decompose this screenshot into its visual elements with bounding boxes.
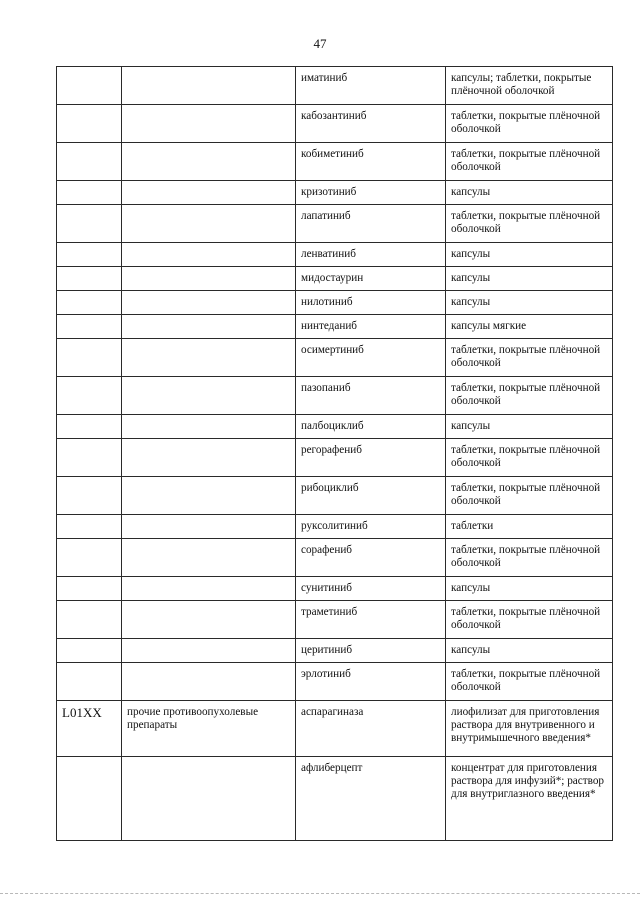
dosage-form-cell: таблетки, покрытые плёночной оболочкой	[446, 377, 613, 415]
drug-name-cell: осимертиниб	[296, 339, 446, 377]
atc-code-cell	[57, 515, 122, 539]
pharma-group-cell	[122, 243, 296, 267]
pharma-group-cell	[122, 639, 296, 663]
atc-code-cell	[57, 415, 122, 439]
drug-name-cell: траметиниб	[296, 601, 446, 639]
drug-name-cell: лапатиниб	[296, 205, 446, 243]
pharma-group-cell	[122, 105, 296, 143]
pharma-group-cell	[122, 67, 296, 105]
pharma-group-cell	[122, 143, 296, 181]
dosage-form-cell: лиофилизат для приготовления раствора для внутривенного и внутримышечного введения*	[446, 701, 613, 757]
table-row	[57, 415, 613, 439]
table-row	[57, 639, 613, 663]
dosage-form-cell: таблетки, покрытые плёночной оболочкой	[446, 339, 613, 377]
atc-code-cell	[57, 377, 122, 415]
atc-code-cell	[57, 67, 122, 105]
table-row	[57, 267, 613, 291]
dosage-form-cell: капсулы; таблетки, покрытые плёночной оболочкой	[446, 67, 613, 105]
pharma-group-cell	[122, 181, 296, 205]
drug-name-cell: пазопаниб	[296, 377, 446, 415]
dosage-form-cell: таблетки	[446, 515, 613, 539]
drug-name-cell: сунитиниб	[296, 577, 446, 601]
drug-name-cell: кризотиниб	[296, 181, 446, 205]
table-row	[57, 243, 613, 267]
atc-code-cell	[57, 757, 122, 841]
dosage-form-cell: капсулы мягкие	[446, 315, 613, 339]
drug-name-cell: кабозантиниб	[296, 105, 446, 143]
dosage-form-cell: таблетки, покрытые плёночной оболочкой	[446, 477, 613, 515]
table-row	[57, 577, 613, 601]
atc-code-cell	[57, 143, 122, 181]
dosage-form-cell: концентрат для приготовления раствора для инфузий*; раствор для внутриглазного введения*	[446, 757, 613, 841]
pharma-group-cell	[122, 339, 296, 377]
atc-code-cell	[57, 291, 122, 315]
dosage-form-cell: капсулы	[446, 291, 613, 315]
dosage-form-cell: капсулы	[446, 639, 613, 663]
pharma-group-cell	[122, 267, 296, 291]
atc-code-cell	[57, 339, 122, 377]
pharma-group-cell	[122, 205, 296, 243]
table-body	[57, 67, 613, 841]
drug-name-cell: аспарагиназа	[296, 701, 446, 757]
pharma-group-cell	[122, 663, 296, 701]
atc-code-cell	[57, 601, 122, 639]
pharma-group-cell	[122, 477, 296, 515]
pharma-group-cell: прочие противоопухолевые препараты	[122, 701, 296, 757]
drug-name-cell: эрлотиниб	[296, 663, 446, 701]
table-row	[57, 105, 613, 143]
table-row	[57, 539, 613, 577]
drug-name-cell: руксолитиниб	[296, 515, 446, 539]
atc-code-cell	[57, 439, 122, 477]
atc-code-cell	[57, 639, 122, 663]
atc-code-cell	[57, 181, 122, 205]
pharma-group-cell	[122, 601, 296, 639]
dosage-form-cell: таблетки, покрытые плёночной оболочкой	[446, 663, 613, 701]
table-row	[57, 181, 613, 205]
drug-name-cell: нинтеданиб	[296, 315, 446, 339]
dosage-form-cell: таблетки, покрытые плёночной оболочкой	[446, 439, 613, 477]
table-row	[57, 515, 613, 539]
drug-name-cell: ленватиниб	[296, 243, 446, 267]
atc-code-cell	[57, 477, 122, 515]
table-row	[57, 757, 613, 841]
table-row	[57, 205, 613, 243]
table-row	[57, 143, 613, 181]
dosage-form-cell: капсулы	[446, 577, 613, 601]
dosage-form-cell: таблетки, покрытые плёночной оболочкой	[446, 539, 613, 577]
dosage-form-cell: капсулы	[446, 415, 613, 439]
table-row	[57, 67, 613, 105]
dosage-form-cell: таблетки, покрытые плёночной оболочкой	[446, 601, 613, 639]
drug-name-cell: афлиберцепт	[296, 757, 446, 841]
pharma-group-cell	[122, 377, 296, 415]
medication-table	[56, 66, 613, 841]
dosage-form-cell: таблетки, покрытые плёночной оболочкой	[446, 105, 613, 143]
table-row	[57, 339, 613, 377]
pharma-group-cell	[122, 757, 296, 841]
table-row	[57, 601, 613, 639]
dosage-form-cell: таблетки, покрытые плёночной оболочкой	[446, 143, 613, 181]
drug-name-cell: палбоциклиб	[296, 415, 446, 439]
drug-name-cell: мидостаурин	[296, 267, 446, 291]
table-row	[57, 663, 613, 701]
pharma-group-cell	[122, 515, 296, 539]
atc-code-cell	[57, 105, 122, 143]
table-row	[57, 477, 613, 515]
pharma-group-cell	[122, 439, 296, 477]
dosage-form-cell: капсулы	[446, 181, 613, 205]
dosage-form-cell: капсулы	[446, 243, 613, 267]
drug-name-cell: сорафениб	[296, 539, 446, 577]
pharma-group-cell	[122, 291, 296, 315]
atc-code-cell	[57, 539, 122, 577]
atc-code-cell	[57, 243, 122, 267]
atc-code-cell	[57, 663, 122, 701]
atc-code-cell	[57, 205, 122, 243]
atc-code-cell	[57, 267, 122, 291]
table-row	[57, 439, 613, 477]
atc-code-cell	[57, 577, 122, 601]
table-row	[57, 377, 613, 415]
table-row	[57, 291, 613, 315]
pharma-group-cell	[122, 539, 296, 577]
drug-name-cell: нилотиниб	[296, 291, 446, 315]
page-number: 47	[313, 36, 327, 51]
dosage-form-cell: таблетки, покрытые плёночной оболочкой	[446, 205, 613, 243]
atc-code-cell	[57, 315, 122, 339]
drug-name-cell: иматиниб	[296, 67, 446, 105]
pharma-group-cell	[122, 577, 296, 601]
atc-code-cell: L01XX	[57, 701, 122, 757]
drug-name-cell: кобиметиниб	[296, 143, 446, 181]
table-row	[57, 315, 613, 339]
drug-name-cell: рибоциклиб	[296, 477, 446, 515]
drug-name-cell: регорафениб	[296, 439, 446, 477]
drug-name-cell: церитиниб	[296, 639, 446, 663]
pharma-group-cell	[122, 315, 296, 339]
pharma-group-cell	[122, 415, 296, 439]
dosage-form-cell: капсулы	[446, 267, 613, 291]
table-row	[57, 701, 613, 757]
scan-artifact-line	[0, 893, 640, 894]
